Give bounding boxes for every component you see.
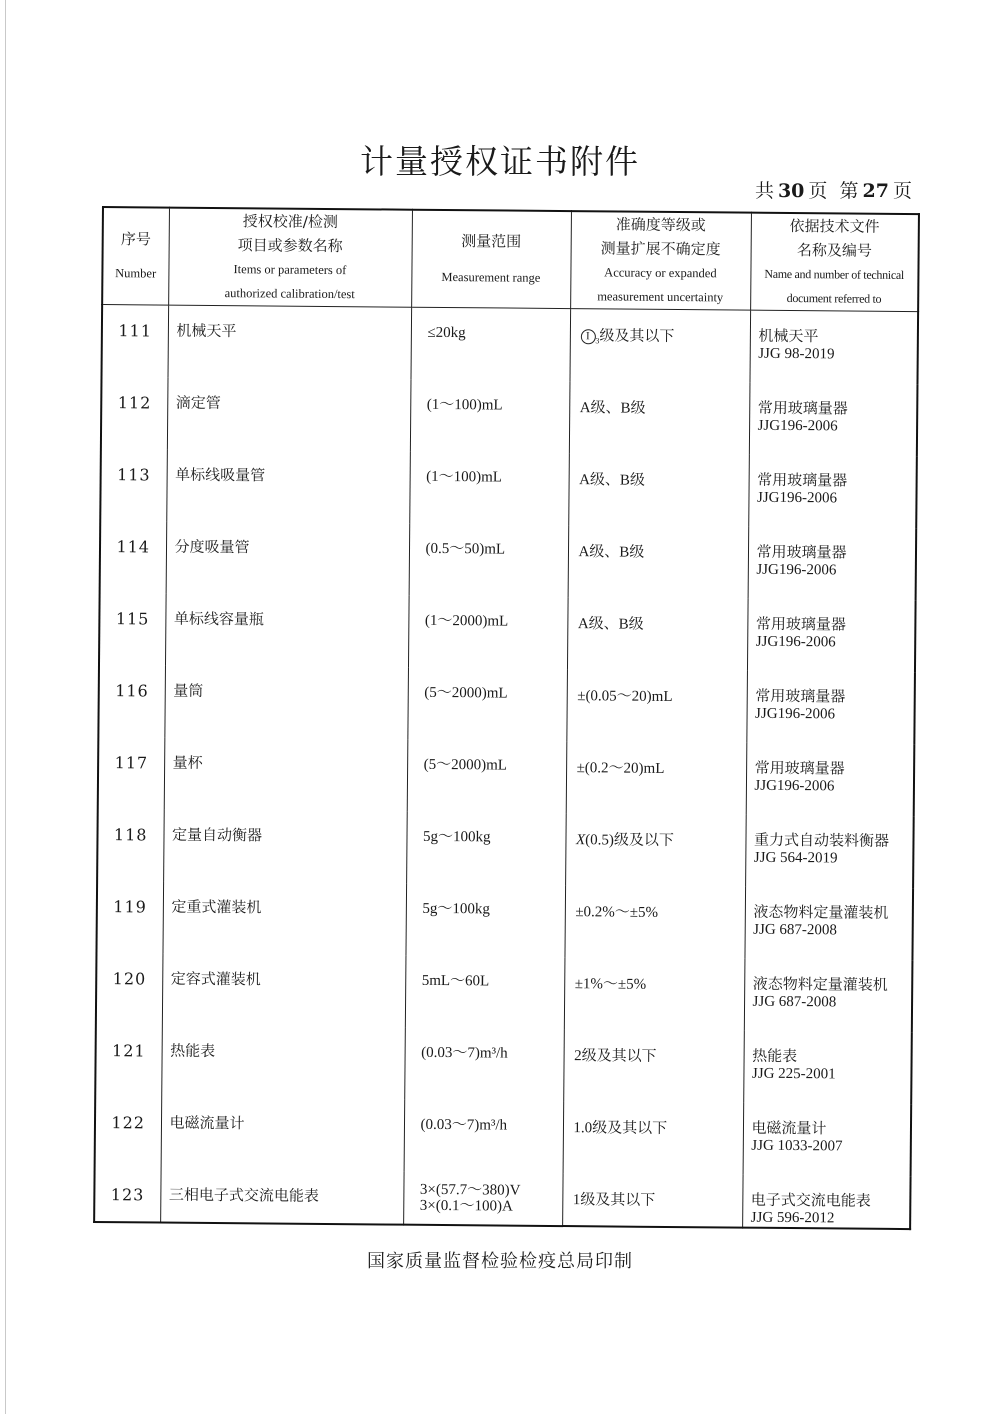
- pager-total-suffix: 页: [808, 180, 828, 202]
- row-range: [410, 307, 570, 381]
- header-number: [102, 207, 169, 305]
- document-code: JJG196-2006: [755, 705, 836, 723]
- row-document: [749, 310, 918, 384]
- header-item-zh-1: 授权校准/检测: [242, 212, 338, 232]
- row-accuracy: [562, 1173, 742, 1228]
- range-line: (5～2000)mL: [424, 684, 508, 702]
- pager-total-prefix: 共: [754, 180, 774, 202]
- accuracy-text: 2级及其以下: [574, 1048, 657, 1065]
- header-document-zh-1: 依据技术文件: [789, 217, 880, 236]
- table-header-row: [102, 207, 919, 312]
- row-document: [745, 815, 914, 888]
- range-line: (1～100)mL: [426, 396, 503, 414]
- row-accuracy: [563, 1029, 744, 1103]
- table-row: [99, 593, 916, 672]
- document-code: JJG 1033-2007: [751, 1137, 843, 1155]
- document-name: 机械天平: [758, 326, 819, 346]
- document-code: JJG196-2006: [754, 777, 835, 795]
- table-row: [97, 809, 914, 888]
- range-line: 3×(0.1～100)A: [419, 1197, 513, 1215]
- header-item-en-2: authorized calibration/test: [224, 286, 355, 302]
- authorization-table: [93, 206, 920, 1230]
- document-name: 常用玻璃量器: [755, 614, 846, 634]
- row-range: [404, 1100, 564, 1173]
- table-row: [100, 521, 917, 600]
- document-code: JJG 98-2019: [758, 345, 835, 363]
- row-number: 118: [97, 809, 164, 882]
- header-accuracy-en-1: Accuracy or expanded: [604, 265, 717, 281]
- document-code: JJG 687-2008: [752, 993, 837, 1011]
- row-accuracy: [568, 453, 749, 527]
- authorization-table-wrapper: [93, 206, 918, 1227]
- row-item: 量筒: [164, 666, 408, 740]
- row-document: [743, 1031, 912, 1104]
- row-number: 120: [96, 953, 163, 1026]
- header-accuracy: [570, 211, 751, 310]
- accuracy-text: 级及其以下: [599, 328, 675, 345]
- row-accuracy: [566, 669, 747, 743]
- document-code: JJG 225-2001: [751, 1065, 836, 1083]
- row-range: [406, 812, 566, 885]
- accuracy-class-subscript: 3: [595, 336, 600, 346]
- row-accuracy: [567, 597, 748, 671]
- header-document-en-2: document referred to: [786, 290, 882, 306]
- row-number: 116: [98, 665, 165, 738]
- row-range: [409, 524, 569, 597]
- table-row: [95, 1025, 912, 1104]
- document-name: 液态物料定量灌装机: [753, 902, 889, 922]
- row-range: [403, 1172, 562, 1226]
- row-range: [404, 1028, 564, 1101]
- row-item: 定容式灌装机: [162, 954, 406, 1028]
- row-document: [744, 887, 913, 960]
- pager-current-suffix: 页: [892, 180, 912, 202]
- row-range: [407, 740, 567, 813]
- table-row: [96, 953, 913, 1032]
- row-document: [742, 1175, 910, 1229]
- table-row: [94, 1169, 910, 1229]
- header-accuracy-zh-1: 准确度等级或: [615, 215, 706, 235]
- range-line: (1～2000)mL: [424, 612, 509, 630]
- accuracy-text: 1.0级及其以下: [573, 1120, 668, 1137]
- document-name: 重力式自动装料衡器: [753, 830, 890, 850]
- row-number: 119: [96, 881, 163, 954]
- row-number: 114: [100, 521, 167, 594]
- pager-current-prefix: 第: [839, 180, 859, 202]
- row-document: [744, 959, 913, 1032]
- row-item: 电磁流量计: [161, 1098, 405, 1172]
- header-range-zh: 测量范围: [461, 232, 522, 251]
- range-line: ≤20kg: [427, 324, 466, 342]
- accuracy-text: (0.5)级及以下: [585, 832, 674, 850]
- row-document: [749, 383, 918, 456]
- row-item: 单标线容量瓶: [165, 594, 409, 668]
- table-row: [102, 305, 919, 385]
- header-accuracy-en-2: measurement uncertainty: [597, 289, 724, 305]
- row-document: [746, 671, 915, 744]
- accuracy-text: A级、B级: [579, 472, 646, 489]
- accuracy-text: A级、B级: [579, 400, 646, 417]
- accuracy-text: ±0.2%～±5%: [575, 904, 659, 921]
- header-number-en: Number: [115, 266, 157, 281]
- table-row: [98, 665, 915, 744]
- document-code: JJG196-2006: [757, 417, 838, 435]
- row-accuracy: [569, 381, 750, 455]
- document-name: 液态物料定量灌装机: [752, 974, 888, 994]
- row-number: 115: [99, 593, 166, 666]
- row-number: 117: [98, 737, 165, 810]
- document-name: 热能表: [752, 1046, 798, 1066]
- page-counter: [755, 176, 912, 203]
- footer-issuer: 国家质量监督检验检疫总局印制: [367, 1251, 633, 1272]
- header-number-zh: 序号: [120, 230, 152, 249]
- range-line: 5g～100kg: [422, 900, 490, 918]
- document-name: 常用玻璃量器: [754, 758, 845, 778]
- header-document-en-1: Name and number of technical: [764, 266, 905, 283]
- table-row: [101, 377, 918, 456]
- row-number: 121: [95, 1025, 162, 1098]
- row-accuracy: [564, 885, 745, 959]
- row-document: [748, 527, 917, 600]
- header-accuracy-zh-2: 测量扩展不确定度: [600, 239, 721, 259]
- row-number: 113: [100, 449, 167, 522]
- header-item: [168, 208, 412, 308]
- range-line: 5g～100kg: [422, 828, 491, 846]
- range-line: (0.03～7)m³/h: [420, 1116, 508, 1134]
- accuracy-text: A级、B级: [577, 616, 644, 633]
- table-row: [100, 449, 917, 528]
- document-code: JJG196-2006: [755, 633, 836, 651]
- row-range: [410, 380, 570, 453]
- document-name: 常用玻璃量器: [757, 398, 848, 418]
- row-item: 机械天平: [168, 305, 412, 380]
- accuracy-text: ±1%～±5%: [574, 976, 647, 993]
- row-accuracy: [565, 813, 746, 887]
- row-range: [409, 452, 569, 525]
- row-item: 定量自动衡器: [163, 810, 407, 884]
- range-line: (5～2000)mL: [423, 756, 508, 774]
- document-name: 电子式交流电能表: [750, 1190, 871, 1210]
- page-title: 计量授权证书附件: [360, 142, 640, 182]
- row-number: 111: [102, 305, 169, 378]
- row-number: 122: [95, 1097, 162, 1170]
- row-range: [407, 668, 567, 741]
- row-accuracy: [564, 957, 745, 1031]
- document-name: 常用玻璃量器: [756, 542, 847, 562]
- range-line: 3×(57.7～380)V: [419, 1181, 521, 1199]
- row-accuracy: [563, 1101, 744, 1175]
- table-row: [96, 881, 913, 960]
- row-range: [405, 956, 565, 1029]
- pager-current: 27: [862, 180, 889, 202]
- accuracy-text: 1级及其以下: [572, 1192, 656, 1209]
- row-number: 123: [94, 1169, 160, 1223]
- document-code: JJG 564-2019: [753, 849, 838, 867]
- row-range: [408, 596, 568, 669]
- scan-edge-line: [5, 0, 6, 1414]
- document-code: JJG196-2006: [756, 561, 837, 579]
- header-document: [750, 213, 919, 312]
- accuracy-class-symbol: I: [580, 329, 595, 344]
- row-item: 量杯: [164, 738, 408, 812]
- document-name: 常用玻璃量器: [755, 686, 846, 706]
- accuracy-text: ±(0.2～20)mL: [576, 760, 665, 777]
- row-item: 热能表: [161, 1026, 405, 1100]
- accuracy-text: ±(0.05～20)mL: [577, 688, 673, 705]
- document-name: 电磁流量计: [751, 1118, 827, 1138]
- row-document: [748, 455, 917, 528]
- row-range: [405, 884, 565, 957]
- row-accuracy: [566, 741, 747, 815]
- row-item: 单标线吸量管: [166, 450, 410, 524]
- header-range: [411, 210, 571, 309]
- header-range-en: Measurement range: [441, 269, 541, 285]
- row-document: [746, 743, 915, 816]
- accuracy-text: A级、B级: [578, 544, 645, 561]
- pager-total: 30: [777, 180, 805, 202]
- document-code: JJG 687-2008: [753, 921, 838, 939]
- row-accuracy: [569, 309, 750, 383]
- row-item: 分度吸量管: [166, 522, 410, 596]
- row-number: 112: [101, 377, 168, 450]
- row-item: 滴定管: [167, 378, 411, 452]
- row-item: 定重式灌装机: [162, 882, 406, 956]
- range-line: (1～100)mL: [426, 468, 503, 486]
- row-accuracy: [568, 525, 749, 599]
- header-item-en-1: Items or parameters of: [233, 262, 347, 278]
- header-document-zh-2: 名称及编号: [796, 241, 872, 260]
- row-document: [747, 599, 916, 672]
- range-line: 5mL～60L: [421, 972, 490, 990]
- row-document: [743, 1103, 912, 1176]
- range-line: (0.5～50)mL: [425, 540, 506, 558]
- document-name: 常用玻璃量器: [757, 470, 848, 490]
- range-line: (0.03～7)m³/h: [421, 1044, 508, 1062]
- row-item: 三相电子式交流电能表: [160, 1170, 403, 1225]
- document-code: JJG 596-2012: [750, 1209, 835, 1227]
- accuracy-class-symbol: X: [575, 832, 586, 849]
- table-row: [98, 737, 915, 816]
- header-item-zh-2: 项目或参数名称: [237, 236, 343, 256]
- table-row: [95, 1097, 912, 1176]
- document-code: JJG196-2006: [756, 489, 838, 507]
